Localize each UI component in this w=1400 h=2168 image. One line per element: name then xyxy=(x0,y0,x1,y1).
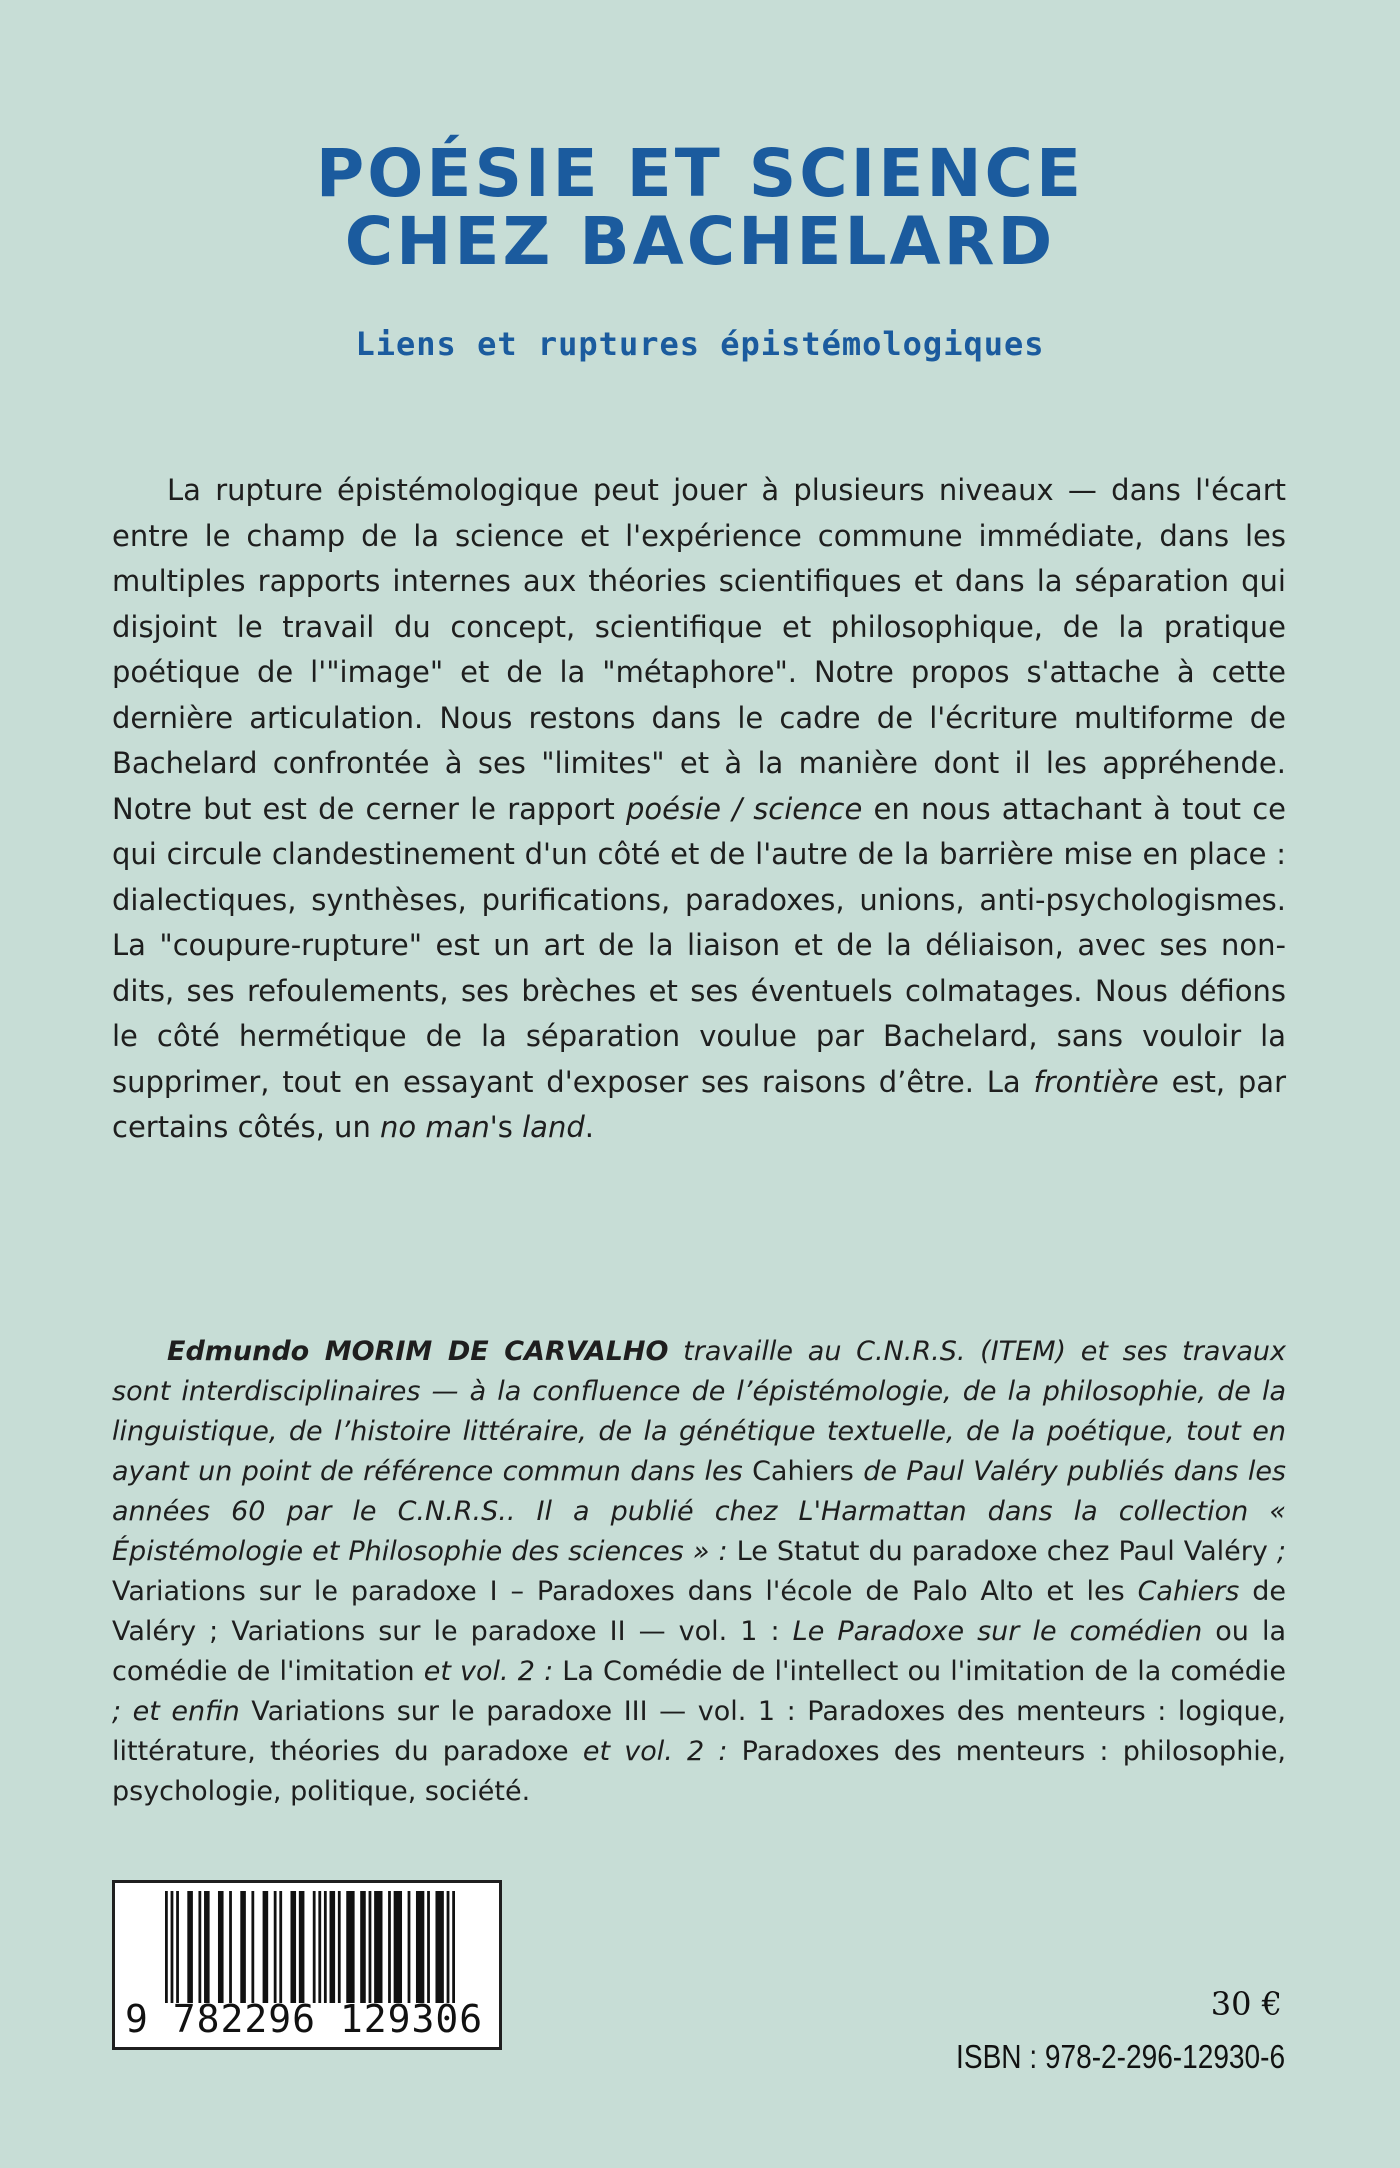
barcode-bar xyxy=(338,1891,341,2003)
bio-text: ; xyxy=(196,1616,232,1647)
barcode-bar xyxy=(408,1891,411,2003)
barcode-bar xyxy=(447,1891,450,2003)
barcode-bar xyxy=(176,1891,179,2003)
barcode-bar xyxy=(416,1891,424,2003)
abstract-text: La rupture épistémologique peut jouer à plusieurs niveaux — dans l'écart entre le champ de la science et l'expérience commune immédiate, dans les multiples rapports internes aux théories scientifiques et dans la séparation qui disjoint le travail du concept, scientifique et philosophique, de la pratique poétique de l'"image" et de la "métaphore". Notre propos s'attache à cette dernière articulation. Nous restons dans le cadre de l'écriture multiforme de Bachelard confrontée à ses "limites" et à la manière dont il les appréhende. Notre but est de cerner le rapport xyxy=(112,473,1286,826)
barcode-bar xyxy=(388,1891,391,2003)
bio-text: et vol. 2 : xyxy=(414,1656,563,1687)
bio-title: Variations sur le paradoxe I – Paradoxes dans l'école de Palo Alto et les xyxy=(112,1576,1138,1607)
barcode-bar xyxy=(171,1891,174,2003)
abstract-text: en nous attachant à tout ce qui circule clandestinement d'un côté et de l'autre de la barrière mise en place : dialectiques, synthèses, purifications, paradoxes, unions, anti-psychologismes. La "coupure-rupture" est un art de la liaison et de la déliaison, avec ses non-dits, ses refoulements, ses brèches et ses éventuels colmatages. Nous défions le côté hermétique de la séparation voulue par Bachelard, sans vouloir la supprimer, tout en essayant d'exposer ses raisons d’être. La xyxy=(112,791,1286,1099)
bio-text: . xyxy=(521,1776,531,1807)
abstract-text: est, par certains côtés, un xyxy=(112,1064,1287,1144)
barcode-bar xyxy=(324,1891,327,2003)
bio-title: ou la comédie de l'imitation xyxy=(112,1616,1287,1687)
barcode-bar xyxy=(263,1891,269,2003)
barcode-bar xyxy=(251,1891,254,2003)
barcode-bar xyxy=(299,1891,305,2003)
abstract-emphasis: land xyxy=(522,1110,585,1144)
abstract-text: 's xyxy=(489,1110,523,1144)
barcode-bar xyxy=(187,1891,193,2003)
barcode-bar xyxy=(313,1891,316,2003)
bio-title: Variations sur le paradoxe III — vol. 1 : Paradoxes des menteurs : logique, littérature, théories du paradoxe xyxy=(112,1696,1286,1767)
isbn-barcode xyxy=(112,1880,502,2050)
barcode-bar xyxy=(218,1891,224,2003)
bio-text: travaille au C.N.R.S. (ITEM) et ses travaux sont interdisciplinaires — à la confluence de l’épistémologie, de la philosophie, de la linguistique, de l’histoire littéraire, de la génétique textuelle, de la poétique, tout en ayant un point de référence commun dans les xyxy=(112,1336,1286,1487)
bio-text: Cahiers xyxy=(1137,1576,1240,1607)
barcode-bar xyxy=(204,1891,210,2003)
barcode-bar xyxy=(452,1891,455,2003)
title-line-1: POÉSIE ET SCIENCE xyxy=(315,135,1085,212)
book-title xyxy=(0,135,1400,280)
bio-text: Le Paradoxe sur le comédien xyxy=(792,1616,1203,1647)
bio-text: ; xyxy=(1267,1536,1286,1567)
bio-title: Cahiers xyxy=(752,1456,854,1487)
abstract-emphasis: no man xyxy=(380,1110,490,1144)
barcode-bar xyxy=(360,1891,366,2003)
barcode-bar xyxy=(229,1891,232,2003)
barcode-bar xyxy=(427,1891,430,2003)
author-bio xyxy=(112,1332,1286,1812)
book-subtitle: Liens et ruptures épistémologiques xyxy=(355,325,1045,363)
isbn-label: ISBN : 978-2-296-12930-6 xyxy=(955,2038,1285,2075)
barcode-bar xyxy=(330,1891,336,2003)
bio-title: Paradoxes des menteurs : philosophie, psychologie, politique, société xyxy=(112,1736,1287,1807)
author-name: Edmundo MORIM DE CARVALHO xyxy=(167,1336,669,1367)
bio-text: de Paul Valéry publiés dans les années 60 par le C.N.R.S.. Il a publié chez L'Harmattan dans la collection « Épistémologie et Philosophie des sciences » : xyxy=(112,1456,1287,1567)
barcode-digits: 9 782296 129306 xyxy=(125,1997,484,2041)
bio-text: ; et enfin xyxy=(112,1696,252,1727)
bio-title: Le Statut du paradoxe chez Paul Valéry xyxy=(736,1536,1268,1567)
barcode-bar xyxy=(279,1891,282,2003)
abstract-emphasis: poésie / science xyxy=(625,791,863,826)
barcode-bar xyxy=(374,1891,382,2003)
abstract-text: . xyxy=(584,1110,594,1144)
barcode-bar xyxy=(198,1891,201,2003)
bio-title: La Comédie de l'intellect ou l'imitation de la comédie xyxy=(562,1656,1286,1687)
barcode-bar xyxy=(394,1891,402,2003)
barcode-bar xyxy=(290,1891,296,2003)
bio-title: Variations sur le paradoxe II — vol. 1 : xyxy=(231,1616,793,1647)
abstract-emphasis: frontière xyxy=(1033,1064,1159,1099)
barcode-bar xyxy=(274,1891,277,2003)
barcode-bar xyxy=(346,1891,354,2003)
barcode-bar xyxy=(369,1891,372,2003)
bio-text: et vol. 2 : xyxy=(568,1736,742,1767)
barcode-bar xyxy=(435,1891,443,2003)
price-label: 30 € xyxy=(1210,1985,1282,2023)
barcode-bars xyxy=(165,1891,455,2003)
barcode-bar xyxy=(240,1891,246,2003)
abstract-paragraph xyxy=(112,468,1286,1151)
barcode-bar xyxy=(318,1891,321,2003)
bio-title: de Valéry xyxy=(112,1576,1286,1647)
title-line-2: CHEZ BACHELARD xyxy=(344,203,1056,280)
barcode-bar xyxy=(165,1891,168,2003)
